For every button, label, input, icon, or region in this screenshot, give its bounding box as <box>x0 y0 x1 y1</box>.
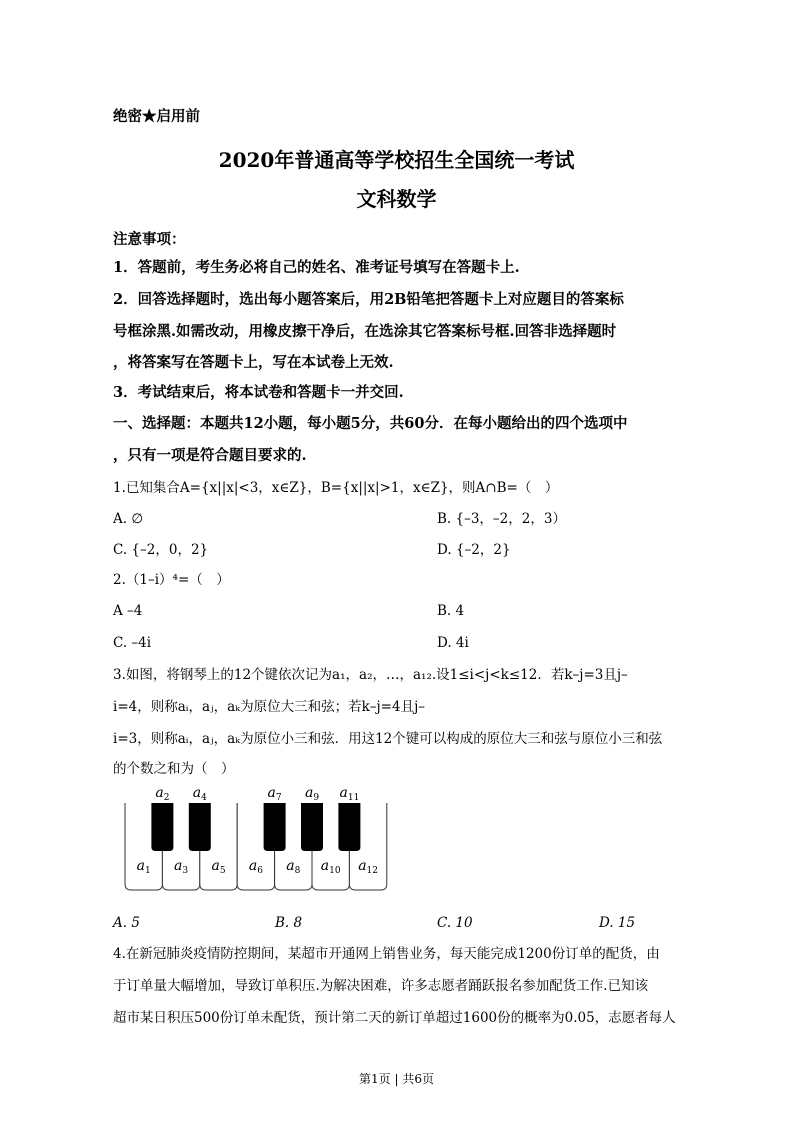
section-heading: 一、选择题：本题共12小题，每小题5分，共60分．在每小题给出的四个选项中 <box>113 415 628 432</box>
q3-option-b: B. 8 <box>275 915 303 931</box>
black-key-label: $a_9$ <box>304 785 320 803</box>
q2-option-d: D. 4i <box>437 635 469 651</box>
q3-stem: i=4，则称aᵢ，aⱼ，aₖ为原位大三和弦；若k–j=4且j– <box>113 699 426 715</box>
notes-heading: 注意事项： <box>113 231 186 248</box>
q4-stem: 超市某日积压500份订单未配货，预计第二天的新订单超过1600份的概率为0.05，志愿者每人 <box>113 1010 676 1026</box>
q2-stem: 2.（1–i）⁴=（ ） <box>113 572 230 588</box>
note-line: 1．答题前，考生务必将自己的姓名、准考证号填写在答题卡上. <box>113 259 520 276</box>
black-key-a2 <box>151 803 173 851</box>
note-line: 3．考试结束后，将本试卷和答题卡一并交回. <box>113 384 404 401</box>
q1-stem: 1.已知集合A={x||x|<3，x∈Z}，B={x||x|>1，x∈Z}，则A∩B=（ ） <box>113 480 559 496</box>
black-key-label: $a_{11}$ <box>339 785 360 803</box>
piano-keys-figure <box>120 783 395 898</box>
white-key-label: $a_{12}$ <box>358 858 379 876</box>
q3-stem: i=3，则称aᵢ，aⱼ，aₖ为原位小三和弦．用这12个键可以构成的原位大三和弦与原位小三和弦 <box>113 731 663 747</box>
q3-option-d: D. 15 <box>599 915 636 931</box>
white-key-label: $a_6$ <box>248 858 263 876</box>
black-key-label: $a_2$ <box>155 785 170 803</box>
note-line: ，将答案写在答题卡上，写在本试卷上无效. <box>113 354 394 371</box>
note-line: 2．回答选择题时，选出每小题答案后，用2B铅笔把答题卡上对应题目的答案标 <box>113 291 624 308</box>
q2-option-c: C. –4i <box>113 635 152 651</box>
black-key-a11 <box>338 803 360 851</box>
q2-option-b: B. 4 <box>437 603 465 619</box>
white-key-label: $a_{10}$ <box>320 858 341 876</box>
white-key-label: $a_5$ <box>211 858 226 876</box>
black-key-a4 <box>189 803 211 851</box>
black-key-a7 <box>264 803 286 851</box>
q3-option-a: A. 5 <box>113 915 140 931</box>
black-key-label: $a_7$ <box>267 785 282 803</box>
q3-stem: 3.如图，将钢琴上的12个键依次记为a₁，a₂，…，a₁₂.设1≤i<j<k≤12．若k–j=3且j– <box>113 667 628 683</box>
q1-option-a: A. ∅ <box>113 511 144 527</box>
black-key-a9 <box>301 803 323 851</box>
note-line: 号框涂黑.如需改动，用橡皮擦干净后，在选涂其它答案标号框.回答非选择题时 <box>113 323 617 340</box>
secret-label: 绝密★启用前 <box>113 108 200 125</box>
q1-option-b: B. {–3，–2，2，3） <box>437 511 566 527</box>
page-footer: 第1页 | 共6页 <box>359 1072 434 1086</box>
q1-option-d: D. {–2，2} <box>437 542 511 558</box>
q4-stem: 4.在新冠肺炎疫情防控期间，某超市开通网上销售业务，每天能完成1200份订单的配货，由 <box>113 946 660 962</box>
white-key-label: $a_8$ <box>286 858 301 876</box>
exam-title: 2020年普通高等学校招生全国统一考试 <box>218 148 575 172</box>
section-heading: ，只有一项是符合题目要求的. <box>113 447 307 464</box>
q2-option-a: A –4 <box>113 603 143 619</box>
white-key-label: $a_3$ <box>174 858 189 876</box>
q4-stem: 于订单量大幅增加，导致订单积压.为解决困难，许多志愿者踊跃报名参加配货工作.已知该 <box>113 978 649 994</box>
exam-subtitle: 文科数学 <box>356 187 437 211</box>
q1-option-c: C. {–2，0，2} <box>113 542 209 558</box>
white-key-label: $a_1$ <box>136 858 151 876</box>
black-key-label: $a_4$ <box>192 785 207 803</box>
q3-stem: 的个数之和为（ ） <box>113 761 235 777</box>
q3-option-c: C. 10 <box>437 915 473 931</box>
